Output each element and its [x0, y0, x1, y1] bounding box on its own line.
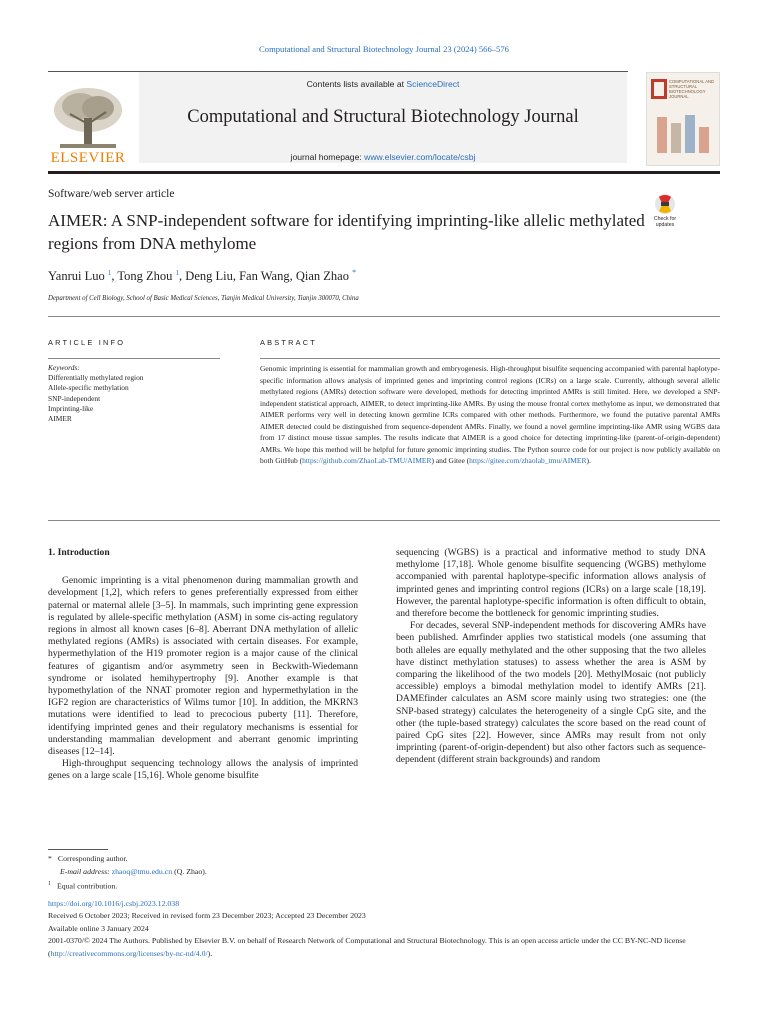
homepage-link[interactable]: www.elsevier.com/locate/csbj: [364, 152, 476, 162]
paragraph: For decades, several SNP-independent methods for discovering AMRs have been published. Amrfinder applies two statistical models (one assuming that both alleles are equally methylated and the other supposing that the two alleles have distinct methylation statuses) to assess whether the area is ASM by comparing the likelihood of the two models [20]. MethylMosaic (not publicly accessible) employs a bimodal methylation model to identify AMRs [21]. DAMEfinder calculates an ASM score mainly using two strategies: one (the SNP-based strategy) calculates the heterogeneity of a single CpG site, and the other (the tuple-based strategy) calculates the score based on the read count of paired CpG sites [22]. However, since AMRs may result from not only imprinting (parent-of-origin-dependent) but also other factors such as sequence-dependent (different strain backgrounds) and random: [396, 620, 706, 766]
author-superscript[interactable]: 1: [107, 269, 112, 277]
abstract-body: Genomic imprinting is essential for mammalian growth and embryogenesis. High-throughput bisulfite sequencing accompanied with parental haplotype-specific information allows analysis of imprinted genes and imprinting control regions (ICRs) on a large scale. Currently, although several allelic methylated regions (AMRs) detection software were developed, methods for detecting imprinted AMRs is still limited. Here, we developed a SNP-independent statistical approach, AIMER, to detect imprinting-like AMRs. By using the mouse frontal cortex methylome as input, we demonstrated that AIMER performs very well in detecting known germline ICRs compared with other methods. Furthermore, we found the putative parental AMRs AIMER detected could be distinguished from sequence-dependent AMRs. Finally, we found a novel germline imprinting-like AMR using WGBS data from 17 distinct mouse tissue samples. The results indicate that AIMER is a good choice for detecting imprinting-like (parent-of-origin-dependent) AMRs. We hope this method will be helpful for future genomic imprinting studies. The Python source code for our project is now publicly available on both GitHub (: [260, 364, 720, 465]
article-metadata: [48, 898, 720, 960]
author-name[interactable]: Tong Zhou: [117, 269, 173, 284]
keywords-block: [48, 363, 228, 424]
divider: [48, 358, 220, 359]
keywords-label: Keywords:: [48, 363, 80, 372]
license-link[interactable]: http://creativecommons.org/licenses/by-nc-nd/4.0/: [50, 948, 208, 958]
keyword-item: Allele-specific methylation: [48, 383, 129, 393]
abstract-text: [260, 363, 720, 467]
cover-art-icon: [653, 113, 713, 159]
body-column-left: [48, 547, 358, 783]
email-name: (Q. Zhao).: [174, 866, 207, 876]
paragraph: sequencing (WGBS) is a practical and informative method to study DNA methylome [17,18]. Whole genome bisulfite sequencing (WGBS) methylome accompanied with parental haplotype-specific information allows analysis of imprinted genes and imprinting control regions (ICRs) on a large scale [18,19]. However, the parental haplotype-specific information is often difficult to obtain, and therefore become the bottleneck for genomic imprinting studies.: [396, 547, 706, 620]
license-end: ).: [207, 948, 213, 958]
abstract-end: ).: [586, 456, 591, 465]
author-superscript[interactable]: *: [352, 268, 357, 277]
author-name[interactable]: Yanrui Luo: [48, 269, 105, 284]
cover-emblem-icon: [651, 79, 667, 99]
contents-line: [139, 79, 627, 89]
footnote-email: [48, 866, 207, 879]
corresponding-label: Corresponding author.: [57, 854, 128, 863]
divider: [48, 316, 720, 317]
article-info-heading: ARTICLE INFO: [48, 338, 126, 347]
abstract-mid: ) and Gitee (: [431, 456, 470, 465]
journal-citation[interactable]: Computational and Structural Biotechnology Journal 23 (2024) 566–576: [259, 44, 509, 54]
github-link[interactable]: https://github.com/ZhaoLab-TMU/AIMER: [302, 456, 432, 465]
paper-title: AIMER: A SNP-independent software for identifying imprinting-like allelic methylated regions from DNA methylome: [48, 211, 645, 253]
author-superscript[interactable]: 1: [175, 269, 180, 277]
header-thick-rule: [48, 171, 720, 174]
footnote-equal: $^1$ Equal contribution.: [48, 881, 118, 891]
authors-line: Yanrui Luo $^1$, Tong Zhou $^1$, Deng Liu, Fan Wang, Qian Zhao *: [48, 268, 357, 284]
keyword-item: Differentially methylated region: [48, 373, 144, 383]
paragraph: Genomic imprinting is a vital phenomenon during mammalian growth and development [1,2], which refers to genes preferentially expressed from either paternal or maternal allele [3–5]. In mammals, such imprinting gene expression is regulated by allele-specific methylation (ASM) in some cis-acting regulatory regions in almost all known cases [6–8]. Aberrant DNA methylation of allelic methylated regions (AMRs) is associated with certain diseases. For example, hypermethylation of the H19 promoter region is a major cause of the clinical features of gigantism and/or asymmetry seen in Beckwith-Wiedemann syndrome or isolated hemihypertrophy [9]. Another example is that hypomethylation of the NNAT promoter region and hypermethylation in the IGF2 region are characteristics of Wilms tumor [10]. In addition, the MKRN3 mutations were identified to lead to precocious puberty [11]. Therefore, identifying imprinted genes and their regulatory mechanisms is essential for understanding mammalian development and aberrant genomic imprinting diseases [12–14].: [48, 575, 358, 758]
abstract-heading: ABSTRACT: [260, 338, 318, 347]
paragraph: High-throughput sequencing technology allows the analysis of imprinted genes on a large scale [15,16]. Whole genome bisulfite: [48, 758, 358, 782]
keyword-item: Imprinting-like: [48, 403, 94, 413]
affiliation: Department of Cell Biology, School of Basic Medical Sciences, Tianjin Medical University, Tianjin 300070, China: [48, 295, 359, 302]
sciencedirect-link[interactable]: ScienceDirect: [406, 79, 460, 89]
body-column-right: [396, 547, 706, 767]
author-name[interactable]: Fan Wang: [239, 269, 290, 284]
section-heading: 1. Introduction: [48, 547, 110, 558]
author-name[interactable]: Deng Liu: [185, 269, 233, 284]
check-for-updates-badge[interactable]: [646, 193, 684, 229]
received-dates: Received 6 October 2023; Received in revised form 23 December 2023; Accepted 23 December 2023: [48, 911, 366, 921]
divider: [48, 520, 720, 521]
check-updates-label: Check for updates: [653, 216, 677, 228]
journal-title: Computational and Structural Biotechnology Journal: [187, 107, 579, 127]
email-link[interactable]: zhaoq@tmu.edu.cn: [111, 866, 173, 876]
keyword-item: AIMER: [48, 414, 72, 424]
journal-homepage: [139, 152, 627, 162]
cover-title: COMPUTATIONAL AND STRUCTURAL BIOTECHNOLOGY JOURNAL: [669, 79, 715, 99]
elsevier-wordmark: ELSEVIER: [50, 150, 126, 166]
doi-link[interactable]: https://doi.org/10.1016/j.csbj.2023.12.038: [48, 899, 180, 908]
divider: [260, 358, 720, 359]
equal-contribution: Equal contribution.: [57, 881, 118, 891]
footnote-corresponding: * Corresponding author.: [48, 854, 128, 863]
footnotes: [48, 853, 207, 893]
available-online: Available online 3 January 2024: [48, 923, 149, 933]
footnote-rule: [48, 849, 108, 850]
license-prefix: 2001-0370/© 2024 The Authors. Published by Elsevier B.V. on behalf of Research Network of Computational and Structural Biotechnology. This is an open access article under the CC BY-NC-ND license (: [48, 936, 686, 958]
check-updates-icon: [646, 193, 684, 215]
email-label: E-mail address:: [60, 866, 110, 876]
journal-cover-thumbnail[interactable]: [646, 72, 720, 166]
gitee-link[interactable]: https://gitee.com/zhaolab_tmu/AIMER: [469, 456, 587, 465]
homepage-prefix: journal homepage:: [290, 152, 365, 162]
contents-prefix: Contents lists available at: [306, 79, 407, 89]
keyword-item: SNP-independent: [48, 393, 101, 403]
article-type: Software/web server article: [48, 188, 175, 200]
author-name[interactable]: Qian Zhao: [295, 269, 349, 284]
license-text: [48, 935, 720, 960]
